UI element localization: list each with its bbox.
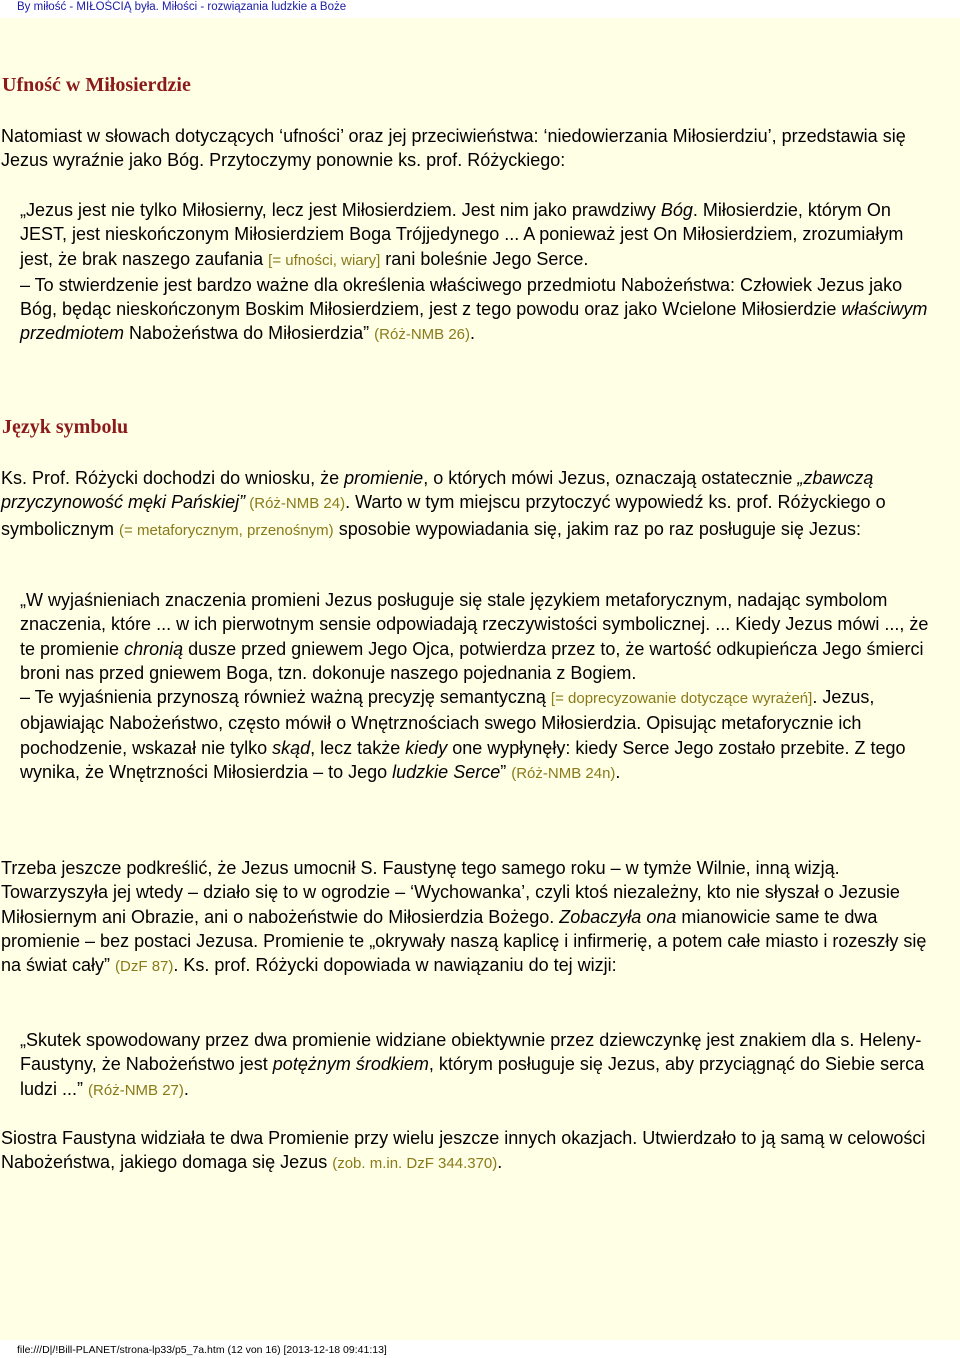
paragraph-vision: Trzeba jeszcze podkreślić, że Jezus umocnił S. Faustynę tego samego roku – w tymże Wilnie, inną wizją. Towarzyszyła jej wtedy – działo się to w ogrodzie – ‘Wychowanka’, czyli ktoś niezależny, kto nie słyszał o Jezusie Miłosiernym ani Obrazie, ani o nabożeństwie do Miłosierdzia Bożego. Zobaczyła ona mianowicie same te dwa promienie – bez postaci Jezusa. Promienie te „okrywały naszą kaplicę i infirmerię, a potem całe miasto i rozeszły się na świat cały” (DzF 87). Ks. prof. Różycki dopowiada w nawiązaniu do tej wizji: xyxy=(1,858,927,976)
file-path: file:///D|/!Bill-PLANET/strona-lp33/p5_7a.htm (12 von 16) [2013-12-18 09:41:13] xyxy=(17,1344,387,1356)
section-heading-symbol: Język symbolu xyxy=(2,416,129,438)
print-footer xyxy=(0,1340,960,1358)
citation: (Róż-NMB 24n) xyxy=(511,765,616,783)
citation: (= metaforycznym, przenośnym) xyxy=(119,521,334,539)
citation: [= doprecyzowanie dotyczące wyrażeń] xyxy=(550,690,813,708)
page-content xyxy=(0,18,960,1340)
citation: (zob. m.in. DzF 344.370) xyxy=(332,1155,498,1173)
paragraph-intro: Natomiast w słowach dotyczących ‘ufności’ oraz jej przeciwieństwa: ‘niedowierzania Miłosierdziu’, przedstawia się Jezus wyraźnie jako Bóg. Przytoczymy ponownie ks. prof. Różyckiego: xyxy=(1,126,906,171)
citation: (Róż-NMB 24) xyxy=(245,495,346,513)
quote-block-1: „Jezus jest nie tylko Miłosierny, lecz jest Miłosierdziem. Jest nim jako prawdziwy Bóg. Miłosierdzie, którym On JEST, jest nieskończonym Miłosierdziem Boga Trójjedynego ... A ponieważ jest On Miłosierdziem, zrozumiałym jest, że brak naszego zaufania [= ufności, wiary] rani boleśnie Jego Serce. – To stwierdzenie jest bardzo ważne dla określenia właściwego przedmiotu Nabożeństwa: Człowiek Jezus jako Bóg, będąc nieskończonym Boskim Miłosierdziem, jest z tego powodu oraz jako Wcielone Miłosierdzie właściwym przedmiotem Nabożeństwa do Miłosierdzia” (Róż-NMB 26). xyxy=(20,200,928,344)
quote-block-2: „W wyjaśnieniach znaczenia promieni Jezus posługuje się stale językiem metaforycznym, nadając symbolom znaczenia, które ... w ich pierwotnym sensie odpowiadają rzeczywistości symbolicznej. ... Kiedy Jezus mówi ..., że te promienie chronią dusze przed gniewem Jego Ojca, potwierdza przez to, że wartość odkupieńcza Jego śmierci broni nas przed gniewem Boga, tzn. dokonuje naszego pojednania z Bogiem. – Te wyjaśnienia przynoszą również ważną precyzję semantyczną [= doprecyzowanie dotyczące wyrażeń]. Jezus, objawiając Nabożeństwo, często mówił o Wnętrznościach swego Miłosierdzia. Opisując metaforycznie ich pochodzenie, wskazał nie tylko skąd, lecz także kiedy one wypłynęły: kiedy Serce Jego zostało przebite. Z tego wynika, że Wnętrzności Miłosierdzia – to Jego ludzkie Serce” (Róż-NMB 24n). xyxy=(20,590,929,783)
citation: [= ufności, wiary] xyxy=(268,251,381,269)
paragraph-conclusion: Siostra Faustyna widziała te dwa Promienie przy wielu jeszcze innych okazjach. Utwierdzało to ją samą w celowości Nabożeństwa, jakiego domaga się Jezus (zob. m.in. DzF 344.370). xyxy=(1,1128,926,1173)
browser-header xyxy=(0,0,960,18)
section-heading-trust: Ufność w Miłosierdzie xyxy=(2,74,191,96)
document-title: By miłość - MIŁOŚCIĄ była. Miłości - rozwiązania ludzkie a Boże xyxy=(17,1,347,13)
paragraph-symbol: Ks. Prof. Różycki dochodzi do wniosku, że promienie, o których mówi Jezus, oznaczają ostatecznie „zbawczą przyczynowość męki Pańskiej” (Róż-NMB 24). Warto w tym miejscu przytoczyć wypowiedź ks. prof. Różyckiego o symbolicznym (= metaforycznym, przenośnym) sposobie wypowiadania się, jakim raz po raz posługuje się Jezus: xyxy=(1,468,886,539)
quote-block-3: „Skutek spowodowany przez dwa promienie widziane obiektywnie przez dziewczynkę jest znakiem dla s. Heleny-Faustyny, że Nabożeństwo jest potężnym środkiem, którym posługuje się Jezus, aby przyciągnąć do Siebie serca ludzi ...” (Róż-NMB 27). xyxy=(20,1030,925,1099)
citation: (Róż-NMB 27) xyxy=(88,1081,184,1099)
citation: (DzF 87) xyxy=(115,958,174,976)
citation: (Róż-NMB 26) xyxy=(374,326,471,344)
